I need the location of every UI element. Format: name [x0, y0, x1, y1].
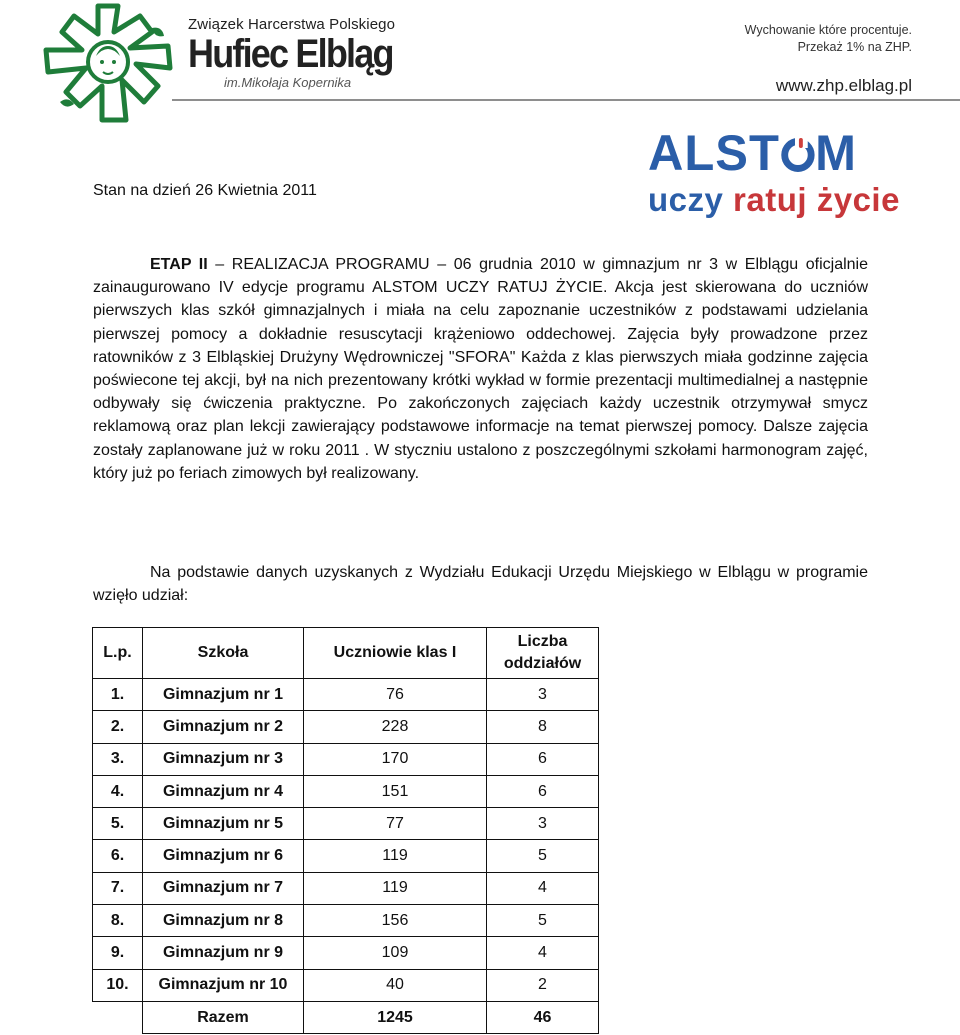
- row-students: 40: [304, 969, 487, 1001]
- stage-label: ETAP II: [150, 256, 208, 273]
- table-total-row: [93, 1001, 599, 1033]
- row-students: 119: [304, 840, 487, 872]
- row-classes: 6: [487, 775, 599, 807]
- table-row: [93, 743, 599, 775]
- row-classes: 3: [487, 808, 599, 840]
- row-students: 156: [304, 905, 487, 937]
- row-classes: 8: [487, 711, 599, 743]
- header-school: Szkoła: [143, 628, 304, 679]
- row-lp: 5.: [93, 808, 143, 840]
- table-row: [93, 840, 599, 872]
- org-line-2: Hufiec Elbląg: [188, 32, 393, 76]
- total-students: 1245: [304, 1001, 487, 1033]
- row-school: Gimnazjum nr 4: [143, 775, 304, 807]
- slogan-part-2: ratuj życie: [733, 181, 900, 218]
- program-description: [93, 253, 868, 485]
- row-lp: 2.: [93, 711, 143, 743]
- row-students: 77: [304, 808, 487, 840]
- row-school: Gimnazjum nr 3: [143, 743, 304, 775]
- table-row: [93, 679, 599, 711]
- row-school: Gimnazjum nr 1: [143, 679, 304, 711]
- row-classes: 4: [487, 872, 599, 904]
- date-line: Stan na dzień 26 Kwietnia 2011: [93, 182, 317, 199]
- organization-name: [188, 16, 415, 90]
- row-students: 151: [304, 775, 487, 807]
- alstom-brand-left: ALST: [648, 125, 780, 181]
- header-students: Uczniowie klas I: [304, 628, 487, 679]
- table-row: [93, 905, 599, 937]
- header-lp: L.p.: [93, 628, 143, 679]
- row-school: Gimnazjum nr 9: [143, 937, 304, 969]
- table-row: [93, 808, 599, 840]
- org-line-1: Związek Harcerstwa Polskiego: [188, 16, 396, 33]
- slogan-part-1: uczy: [648, 181, 734, 218]
- row-classes: 5: [487, 840, 599, 872]
- participation-table: [92, 627, 599, 1034]
- row-school: Gimnazjum nr 6: [143, 840, 304, 872]
- row-lp: 1.: [93, 679, 143, 711]
- row-school: Gimnazjum nr 5: [143, 808, 304, 840]
- row-lp: 7.: [93, 872, 143, 904]
- paragraph-1-text: – REALIZACJA PROGRAMU – 06 grudnia 2010 w gimnazjum nr 3 w Elblągu oficjalnie zainaugurowano IV edycje programu ALSTOM UCZY RATUJ ŻYCIE. Akcja jest skierowana do uczniów pierwszych klas szkół gimnazjalnych i miała na celu zapoznanie uczestników z podstawami udzielania pierwszej pomocy a dokładnie resuscytacji krążeniowo oddechowej. Zajęcia były prowadzone przez ratowników z 3 Elbląskiej Drużyny Wędrowniczej "SFORA" Każda z klas pierwszych miała godzinne zajęcia poświecone tej akcji, był na nich prezentowany krótki wykład w formie prezentacji multimedialnej a następnie odbywały się ćwiczenia praktyczne. Po zakończonych zajęciach każdy uczestnik otrzymywał smycz reklamową oraz plan lekcji zawierający podstawowe informacje na temat pierwszej pomocy. Dalsze zajęcia zostały zaplanowane już w roku 2011 . W styczniu ustalono z poszczególnymi szkołami harmonogram zajęć, który już po feriach zimowych był realizowany.: [93, 256, 869, 482]
- tagline-line-2: Przekaż 1% na ZHP.: [797, 40, 912, 54]
- row-students: 228: [304, 711, 487, 743]
- table-header-row: [93, 628, 599, 679]
- row-school: Gimnazjum nr 10: [143, 969, 304, 1001]
- row-students: 76: [304, 679, 487, 711]
- table-row: [93, 969, 599, 1001]
- row-classes: 5: [487, 905, 599, 937]
- row-school: Gimnazjum nr 2: [143, 711, 304, 743]
- org-line-3: im.Mikołaja Kopernika: [224, 75, 352, 90]
- tagline: [745, 22, 912, 56]
- alstom-brand-right: M: [815, 125, 857, 181]
- row-students: 170: [304, 743, 487, 775]
- row-lp: 10.: [93, 969, 143, 1001]
- row-school: Gimnazjum nr 7: [143, 872, 304, 904]
- table-row: [93, 711, 599, 743]
- row-classes: 4: [487, 937, 599, 969]
- header-classes: Liczba oddziałów: [487, 628, 599, 679]
- zhp-cross-logo: [40, 2, 176, 124]
- website-url[interactable]: www.zhp.elblag.pl: [775, 76, 912, 95]
- alstom-logo: [648, 125, 900, 228]
- row-students: 109: [304, 937, 487, 969]
- row-lp: 4.: [93, 775, 143, 807]
- table-row: [93, 872, 599, 904]
- row-classes: 6: [487, 743, 599, 775]
- total-empty-cell: [93, 1001, 143, 1033]
- row-lp: 9.: [93, 937, 143, 969]
- row-school: Gimnazjum nr 8: [143, 905, 304, 937]
- header-divider: [172, 99, 960, 101]
- participation-intro: Na podstawie danych uzyskanych z Wydziału Edukacji Urzędu Miejskiego w Elblągu w programie wzięło udział:: [93, 564, 868, 605]
- table-row: [93, 775, 599, 807]
- row-students: 119: [304, 872, 487, 904]
- row-lp: 6.: [93, 840, 143, 872]
- tagline-line-1: Wychowanie które procentuje.: [744, 23, 912, 37]
- row-classes: 3: [487, 679, 599, 711]
- alstom-o-icon: [781, 138, 814, 172]
- table-row: [93, 937, 599, 969]
- row-classes: 2: [487, 969, 599, 1001]
- total-label: Razem: [143, 1001, 304, 1033]
- total-classes: 46: [487, 1001, 599, 1033]
- alstom-brand: [648, 125, 873, 181]
- row-lp: 8.: [93, 905, 143, 937]
- row-lp: 3.: [93, 743, 143, 775]
- alstom-slogan: [648, 178, 900, 222]
